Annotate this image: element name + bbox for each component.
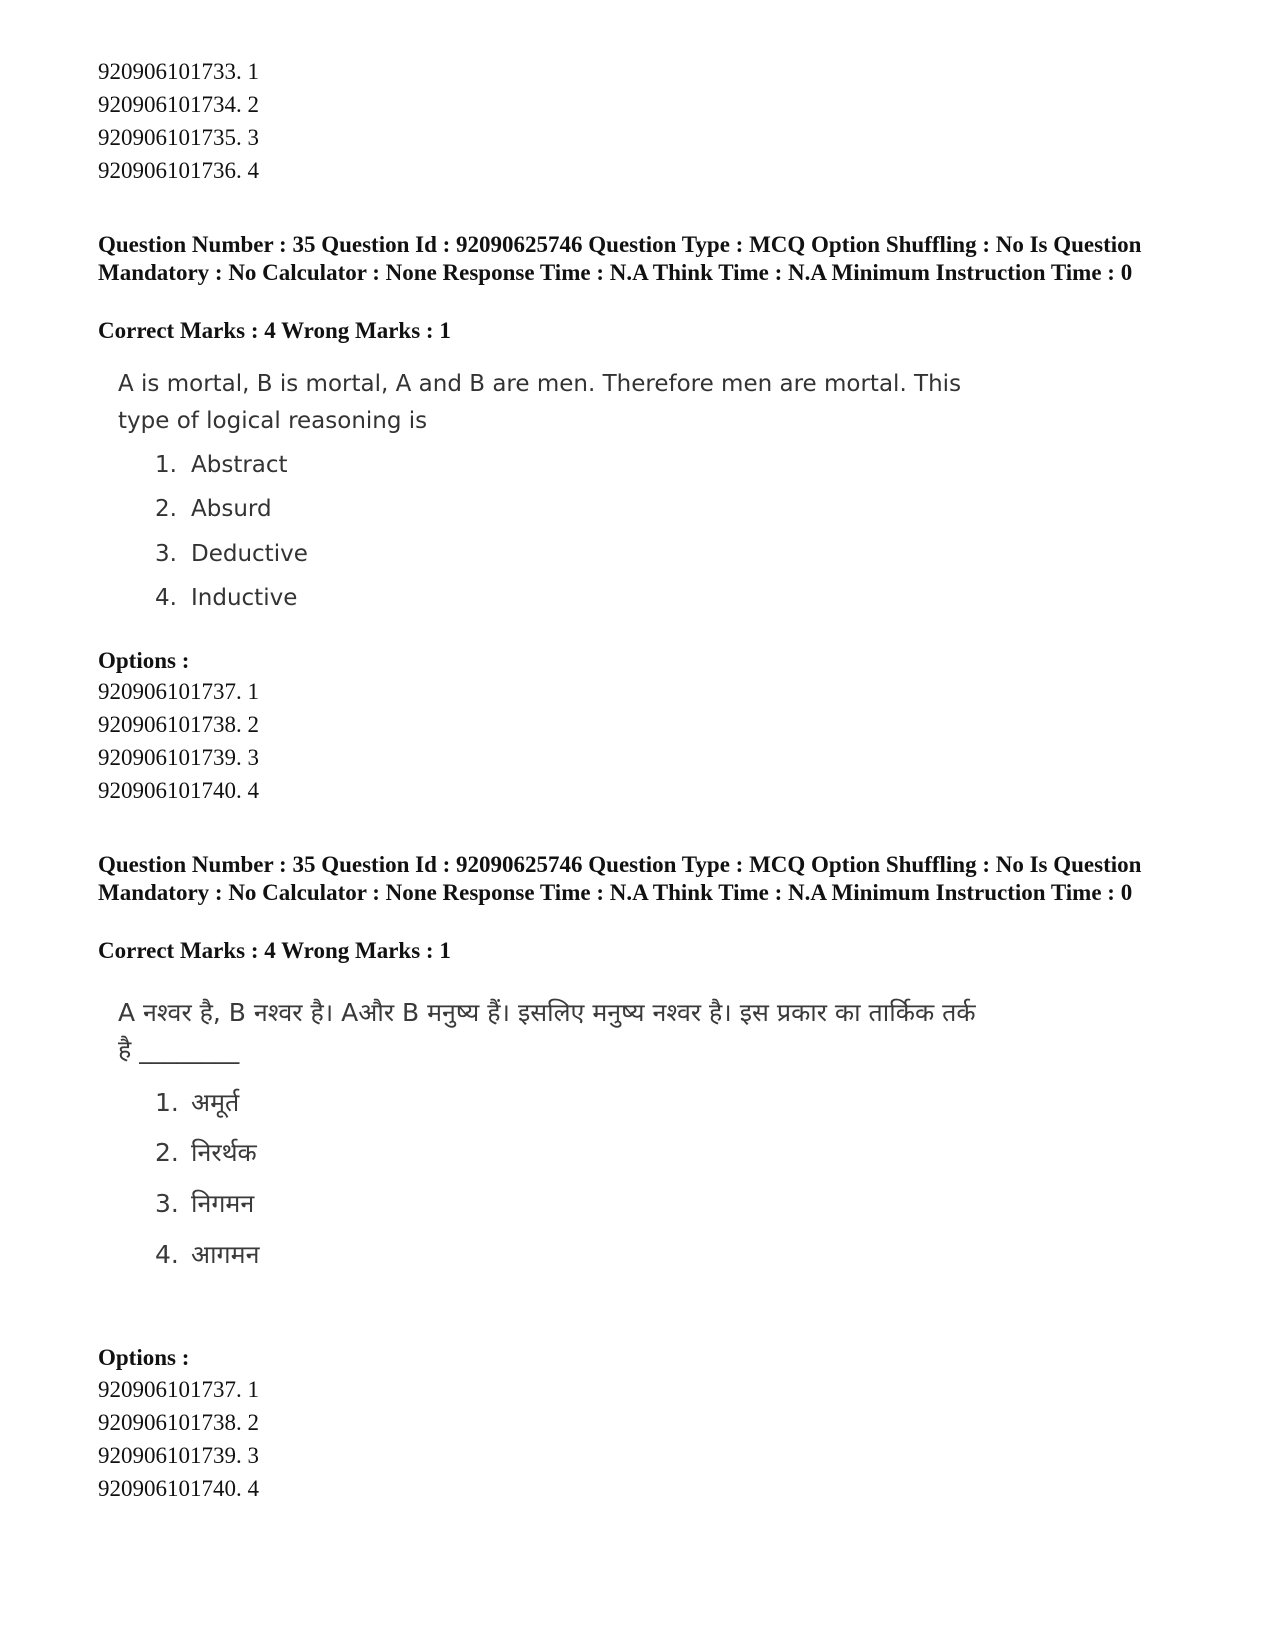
choice-label: Inductive [191,585,298,611]
choice-number: 2. [155,496,177,522]
choice-number: 2. [155,1138,179,1167]
answer-choice [155,494,272,524]
question-marks: Correct Marks : 4 Wrong Marks : 1 [98,318,451,343]
choice-label: निगमन [191,1189,255,1218]
choice-number: 4. [155,1240,179,1269]
choice-label: अमूर्त [191,1088,240,1117]
choice-number: 3. [155,1189,179,1218]
option-id-line: 920906101739. 3 [98,745,259,770]
answer-choice [155,1088,239,1118]
question-text: A नश्वर है, B नश्वर है। Aऔर B मनुष्य हैं। इसलिए मनुष्य नश्वर है। इस प्रकार का तार्किक तर्क है ________ [118,998,976,1064]
choice-label: निरर्थक [191,1138,257,1167]
option-id-line: 920906101733. 1 [98,59,259,84]
question-marks: Correct Marks : 4 Wrong Marks : 1 [98,938,451,963]
question-meta: Question Number : 35 Question Id : 92090625746 Question Type : MCQ Option Shuffling : No Is Question Mandatory : No Calculator : None Response Time : N.A Think Time : N.A Minimum Instruction Time : 0 [98,232,1142,285]
option-id-line: 920906101738. 2 [98,712,259,737]
choice-number: 3. [155,541,177,567]
option-id-line: 920906101739. 3 [98,1443,259,1468]
choice-label: आगमन [191,1240,260,1269]
answer-choice [155,539,308,569]
option-id-line: 920906101740. 4 [98,778,259,803]
choice-label: Abstract [191,452,288,478]
choice-number: 4. [155,585,177,611]
option-id-line: 920906101736. 4 [98,158,259,183]
question-text: A is mortal, B is mortal, A and B are men. Therefore men are mortal. This type of logical reasoning is [118,371,962,434]
choice-number: 1. [155,452,177,478]
answer-choice [155,450,288,480]
answer-choice [155,1240,259,1270]
options-heading: Options : [98,648,190,673]
choice-label: Deductive [191,541,308,567]
options-heading: Options : [98,1345,190,1370]
choice-label: Absurd [191,496,272,522]
option-id-line: 920906101740. 4 [98,1476,259,1501]
option-id-line: 920906101737. 1 [98,679,259,704]
option-id-line: 920906101738. 2 [98,1410,259,1435]
choice-number: 1. [155,1088,179,1117]
option-id-line: 920906101734. 2 [98,92,259,117]
answer-choice [155,1138,257,1168]
question-meta: Question Number : 35 Question Id : 92090625746 Question Type : MCQ Option Shuffling : No Is Question Mandatory : No Calculator : None Response Time : N.A Think Time : N.A Minimum Instruction Time : 0 [98,852,1142,905]
option-id-line: 920906101735. 3 [98,125,259,150]
option-id-line: 920906101737. 1 [98,1377,259,1402]
answer-choice [155,583,297,613]
answer-choice [155,1189,254,1219]
